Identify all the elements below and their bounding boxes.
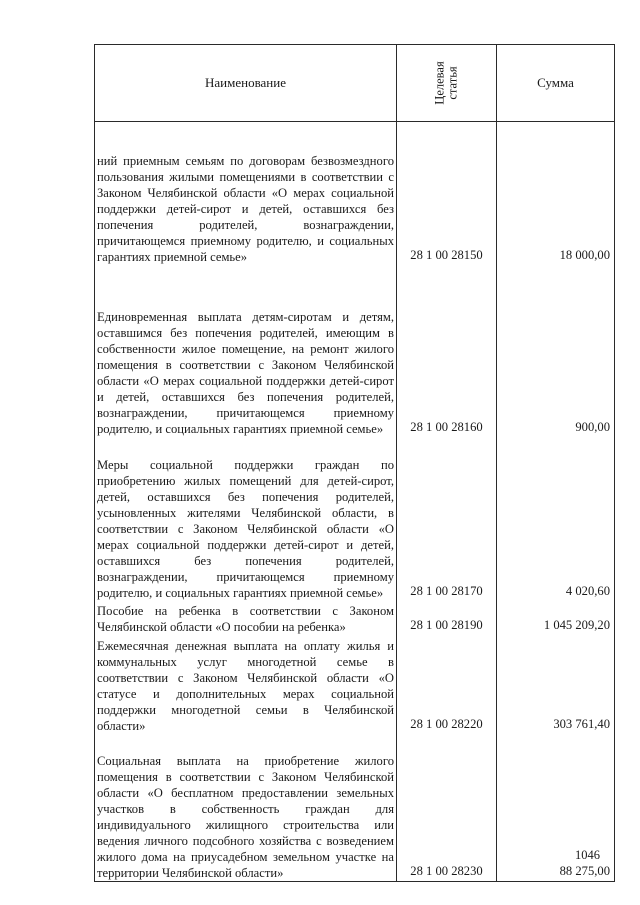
page-number: 1046 (575, 848, 600, 862)
row-code: 28 1 00 28220 (397, 635, 497, 734)
table-row (95, 122, 615, 265)
row-code: 28 1 00 28160 (397, 265, 497, 437)
table-row (95, 601, 615, 635)
row-name: Единовременная выплата детям-сиротам и детям, оставшимся без попечения родителей, имеющим в собственности жилое помещение, на ремонт жилого помещения в соответствии с Законом Челябинской области «О мерах социальной поддержки детей-сирот и детей, оставшихся без попечения родителей, вознаграждении, причитающемся приемному родителю, и социальных гарантиях приемной семье» (95, 265, 397, 437)
row-name: ний приемным семьям по договорам безвозмездного пользования жилыми помещениями в соответствии с Законом Челябинской области «О мерах социальной поддержки детей-сирот и детей, оставшихся без попечения родителей, вознаграждении, причитающемся приемному родителю, и социальных гарантиях приемной семье» (95, 122, 397, 265)
row-code: 28 1 00 28170 (397, 437, 497, 601)
table-header-row (95, 45, 615, 122)
table-row (95, 635, 615, 734)
row-name: Меры социальной поддержки граждан по приобретению жилых помещений для детей-сирот, детей, оставшихся без попечения родителей, усыновленных жителями Челябинской области, в соответствии с Законом Челябинской области «О мерах социальной поддержки детей-сирот и детей, оставшихся без попечения родителей, вознаграждении, причитающемся приемному родителю, и социальных гарантиях приемной семье» (95, 437, 397, 601)
row-name: Социальная выплата на приобретение жилого помещения в соответствии с Законом Челябинской области «О бесплатном предоставлении земельных участков в собственность граждан для индивидуального жилищного строительства или ведения личного подсобного хозяйства с возведением жилого дома на приусадебном земельном участке на территории Челябинской области» (95, 734, 397, 882)
header-code-line2: статья (445, 65, 460, 100)
table-row (95, 265, 615, 437)
row-code: 28 1 00 28150 (397, 122, 497, 265)
row-name: Ежемесячная денежная выплата на оплату жилья и коммунальных услуг многодетной семье в соответствии с Законом Челябинской области «О статусе и дополнительных мерах социальной поддержки многодетной семьи в Челябинской области» (95, 635, 397, 734)
row-code: 28 1 00 28190 (397, 601, 497, 635)
header-sum: Сумма (497, 45, 615, 122)
row-code: 28 1 00 28230 (397, 734, 497, 882)
header-code (397, 45, 497, 122)
row-sum: 18 000,00 (497, 122, 615, 265)
row-sum: 900,00 (497, 265, 615, 437)
budget-table (94, 44, 615, 882)
row-sum: 303 761,40 (497, 635, 615, 734)
header-code-line1: Целевая (432, 60, 447, 105)
row-sum: 1 045 209,20 (497, 601, 615, 635)
header-name: Наименование (95, 45, 397, 122)
header-code-label (434, 61, 460, 104)
row-name: Пособие на ребенка в соответствии с Законом Челябинской области «О пособии на ребенка» (95, 601, 397, 635)
row-sum: 4 020,60 (497, 437, 615, 601)
table-row (95, 437, 615, 601)
table-row (95, 734, 615, 882)
row-sum: 88 275,00 (497, 734, 615, 882)
